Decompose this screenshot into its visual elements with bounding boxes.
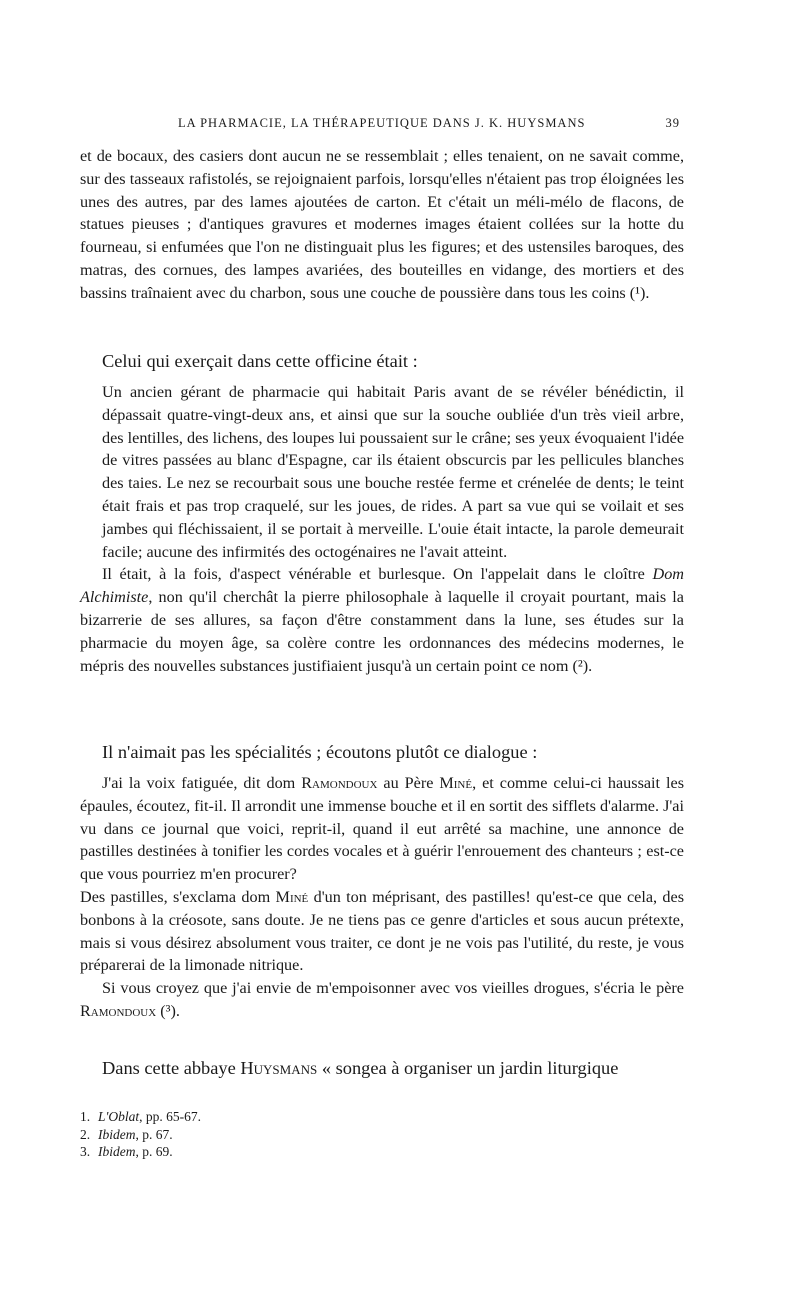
small-caps-name: Miné bbox=[275, 887, 309, 906]
footnote-ref: , pp. 65-67. bbox=[139, 1109, 202, 1124]
text-run: d'un ton méprisant, des pastilles! qu'est-ce que cela, des bonbons à la créosote, sans doute. Je ne tiens pas ce genre d'articles et sous aucun prétexte, mais si vous désirez absolument vous traiter, ce dont je ne vois pas l'utilité, du reste, je vous préparerai de la limonade nitrique. bbox=[80, 887, 684, 975]
small-caps-name: Ramondoux bbox=[80, 1001, 157, 1020]
small-caps-name: Huysmans bbox=[240, 1058, 318, 1078]
quote-block-gerant bbox=[80, 381, 684, 677]
quote-paragraph bbox=[80, 772, 684, 886]
footnote-number: 3. bbox=[80, 1144, 91, 1159]
text-run: Il était, à la fois, d'aspect vénérable et burlesque. On l'appelait dans le cloître bbox=[102, 565, 653, 584]
footnote-number: 1. bbox=[80, 1109, 91, 1124]
text-run: Des pastilles, s'exclama dom bbox=[80, 887, 276, 906]
paragraph-specialites bbox=[80, 740, 684, 764]
quote-paragraph bbox=[80, 886, 684, 977]
quote-paragraph bbox=[80, 563, 684, 677]
paragraph-abbaye bbox=[80, 1056, 684, 1080]
quote-paragraph bbox=[80, 977, 684, 1023]
footnote-ref: , p. 69. bbox=[135, 1144, 173, 1159]
text-run: « songea à organiser un jardin liturgique bbox=[317, 1058, 619, 1078]
text-run: (³). bbox=[156, 1001, 180, 1020]
page-number: 39 bbox=[665, 116, 680, 130]
running-title: LA PHARMACIE, LA THÉRAPEUTIQUE DANS J. K. HUYSMANS bbox=[178, 116, 586, 130]
small-caps-name: Ramondoux bbox=[301, 774, 378, 792]
text-run: Dans cette abbaye bbox=[102, 1058, 241, 1078]
paragraph-text: Il n'aimait pas les spécialités ; écoutons plutôt ce dialogue : bbox=[102, 742, 538, 762]
quote-paragraph: Un ancien gérant de pharmacie qui habitait Paris avant de se révéler bénédictin, il dépassait quatre-vingt-deux ans, et ainsi que sur la souche oubliée d'un très vieil arbre, des lentilles, des lichens, des loupes lui poussaient sur le crâne; ses yeux évoquaient l'idée de vitres passées au blanc d'Espagne, car ils étaient obscurcis par les pellicules blanches des taies. Le nez se recourbait sous une bouche restée ferme et crénelée de dents; le teint était frais et pas trop craquelé, sur les joues, de rides. A part sa vue qui se voilait et ses jambes qui fléchissaient, il se portait à merveille. L'ouie était intacte, la parole demeurait facile; aucune des infirmités des octogénaires ne l'avait atteint. bbox=[102, 383, 684, 561]
footnote-title: L'Oblat bbox=[98, 1109, 140, 1124]
footnote bbox=[80, 1143, 380, 1161]
paragraph-officine bbox=[80, 349, 684, 373]
text-run: , non qu'il cherchât la pierre philosophale à laquelle il croyait pourtant, mais la bizarrerie de ses allures, sa façon d'être constamment dans la lune, ses études sur la pharmacie du moyen âge, sa colère contre les ordonnances des médecins modernes, le mépris des nouvelles substances justifiaient jusqu'à un certain point ce nom (²). bbox=[80, 588, 684, 675]
footnote bbox=[80, 1108, 380, 1126]
text-run: J'ai la voix fatiguée, dit dom bbox=[102, 774, 302, 792]
paragraph-text: Celui qui exerçait dans cette officine était : bbox=[102, 351, 418, 371]
text-run: , et comme celui-ci haussait les épaules, écoutez, fit-il. Il arrondit une immense bouche et il en sortit des sifflets d'alarme. J'ai vu dans ce journal que voici, reprit-il, quand il eut arrêté sa machine, une annonce de pastilles destinées à tonifier les cordes vocales et à guérir l'enrouement des chanteurs ; est-ce que vous pourriez m'en procurer? bbox=[80, 774, 684, 884]
dialogue-block bbox=[80, 772, 684, 1023]
footnote-title: Ibidem bbox=[98, 1144, 136, 1159]
small-caps-name: Miné bbox=[439, 774, 473, 792]
italic-text: Dom Alchimiste bbox=[80, 565, 684, 607]
footnote bbox=[80, 1126, 380, 1144]
footnote-title: Ibidem bbox=[98, 1126, 136, 1142]
paragraph-text: et de bocaux, des casiers dont aucun ne se ressemblait ; elles tenaient, on ne savait comme, sur des tasseaux rafistolés, se rejoignaient parfois, lorsqu'elles n'étaient pas trop éloignées les unes des autres, par des lames ajoutées de carton. Et c'était un méli-mélo de flacons, de statues pieuses ; d'antiques gravures et modernes images étaient collées sur la hotte du fourneau, si enfumées que l'on ne distinguait plus les figures; et des ustensiles baroques, des matras, des cornues, des lampes avariées, des bouteilles en vidange, des mortiers et des bassins traînaient avec du charbon, sous une couche de poussière dans tous les coins (¹). bbox=[80, 147, 684, 302]
footnotes bbox=[80, 1108, 380, 1161]
paragraph-bocaux bbox=[80, 145, 684, 305]
paragraph-text bbox=[80, 1056, 684, 1080]
text-run: au Père bbox=[377, 774, 440, 792]
footnote-number: 2. bbox=[80, 1126, 91, 1142]
text-run: Si vous croyez que j'ai envie de m'empoisonner avec vos vieilles drogues, s'écria le père bbox=[102, 979, 684, 998]
footnote-ref: , p. 67. bbox=[135, 1126, 173, 1142]
